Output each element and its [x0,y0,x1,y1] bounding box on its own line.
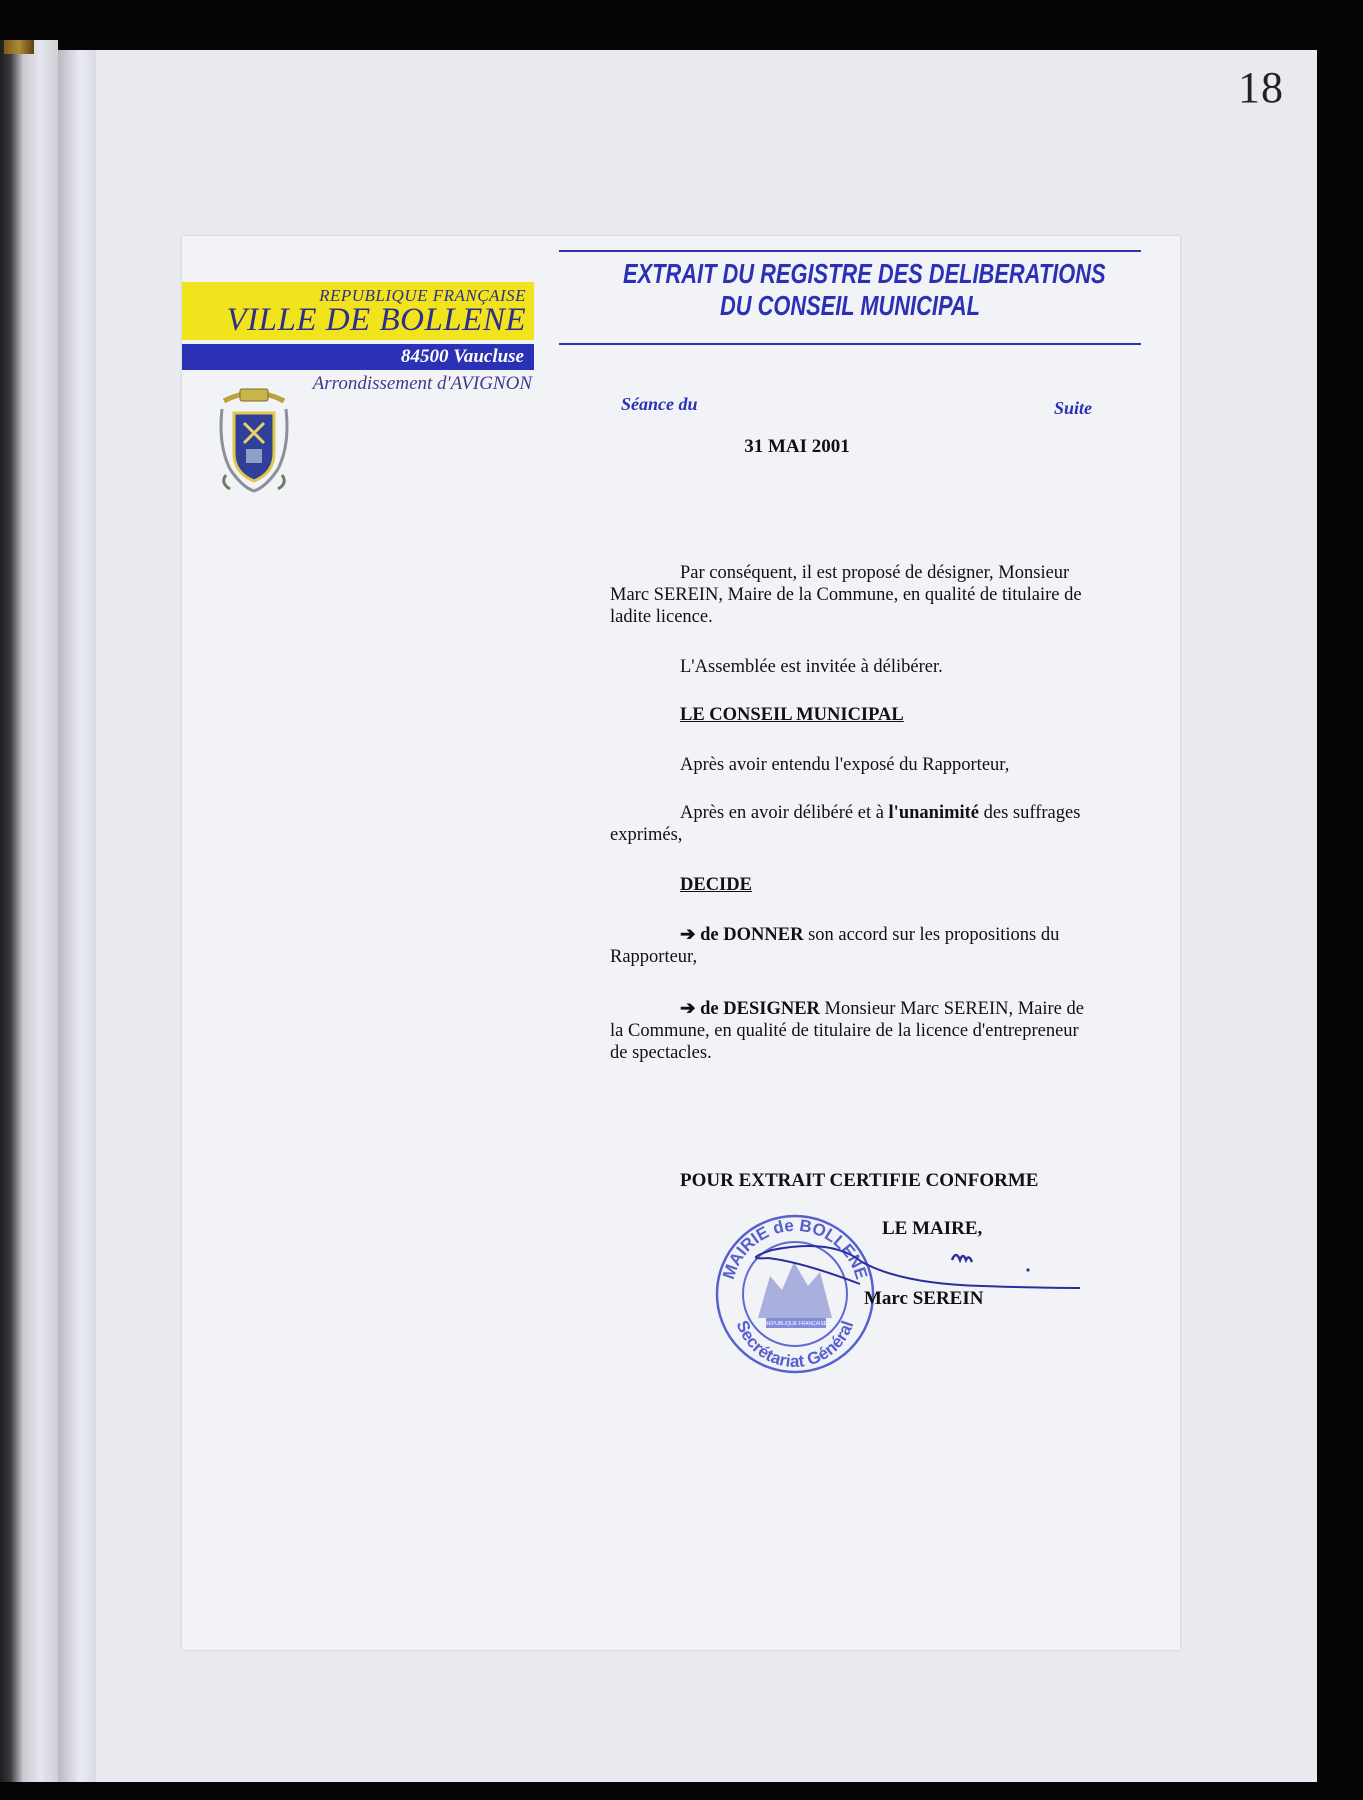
document-title-line1: EXTRAIT DU REGISTRE DES DELIBERATIONS [623,258,1106,289]
invitation-line: L'Assemblée est invitée à délibérer. [680,657,943,677]
page-fold [58,50,98,1782]
document-sheet [182,236,1180,1650]
decision-verb: de DESIGNER [700,999,820,1019]
decide-heading: DECIDE [680,875,752,895]
letterhead-blue-band [182,344,534,370]
decision-line: Rapporteur, [610,947,698,967]
decision-line: la Commune, en qualité de titulaire de la licence d'entrepreneur [610,1021,1079,1041]
letterhead-yellow-band [182,282,534,340]
deliberation-text: des suffrages [983,803,1081,823]
council-heading: LE CONSEIL MUNICIPAL [680,705,904,725]
seance-label: Séance du [621,394,698,414]
mayor-title: LE MAIRE, [882,1218,983,1239]
stamp-inner-text: REPUBLIQUE FRANÇAISE [764,1321,828,1327]
stamp-bottom-text: Secrétariat Général [732,1317,858,1372]
decision-item-2 [610,998,1130,1064]
document-title-line2: DU CONSEIL MUNICIPAL [719,290,981,321]
decision-verb: de DONNER [700,925,804,945]
proposal-line: Marc SEREIN, Maire de la Commune, en qualité de titulaire de [610,585,1082,605]
arrow-icon: ➔ [680,925,696,945]
book-spine [0,40,58,1782]
spine-binding-thread [4,40,34,54]
arrow-icon: ➔ [680,999,696,1019]
certification-line: POUR EXTRAIT CERTIFIE CONFORME [680,1170,1039,1191]
mayor-name: Marc SEREIN [864,1288,984,1309]
decision-text: Monsieur Marc SEREIN, Maire de [824,999,1084,1019]
proposal-paragraph [610,562,1130,628]
postcode-label: 84500 Vaucluse [401,346,524,367]
report-line: Après avoir entendu l'exposé du Rapporteur, [680,755,1010,775]
deliberation-text: Après en avoir délibéré et à [680,803,884,823]
title-bottom-rule [559,343,1141,345]
proposal-line: Par conséquent, il est proposé de désigner, Monsieur [680,563,1070,583]
city-name: VILLE DE BOLLENE [226,302,526,338]
title-top-rule [559,250,1141,252]
proposal-line: ladite licence. [610,607,713,627]
suite-label: Suite [1054,398,1093,418]
arrondissement-label: Arrondissement d'AVIGNON [312,373,532,394]
deliberation-line [610,802,1130,824]
decision-line [610,924,1130,946]
republic-label: REPUBLIQUE FRANÇAISE [319,286,526,305]
deliberation-line: exprimés, [610,825,683,845]
deliberation-paragraph [610,802,1130,846]
unanimity-text: l'unanimité [888,803,980,823]
decision-text: son accord sur les propositions du [808,925,1060,945]
session-date: 31 MAI 2001 [744,436,850,457]
page-number: 18 [1238,63,1284,112]
decision-line [610,998,1130,1020]
decision-item-1 [610,924,1130,968]
decision-line: de spectacles. [610,1043,712,1063]
stamp-top-text: MAIRIE de BOLLENE [718,1215,872,1282]
